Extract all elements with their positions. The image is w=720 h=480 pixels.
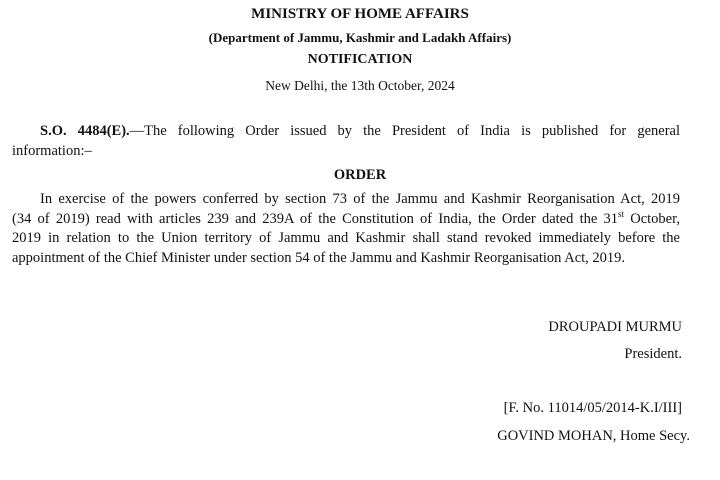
signatory-name: DROUPADI MURMU: [548, 319, 682, 335]
department-subtitle: (Department of Jammu, Kashmir and Ladakh Affairs): [208, 30, 512, 45]
home-secretary: GOVIND MOHAN, Home Secy.: [497, 428, 690, 444]
order-heading: ORDER: [333, 167, 387, 183]
order-line-2-end: October,: [624, 210, 680, 227]
order-line-4: appointment of the Chief Minister under section 54 of the Jammu and Kashmir Reorganisation Act, 2019.: [12, 249, 626, 266]
so-paragraph-line-2: information:–: [12, 142, 92, 159]
file-number: [F. No. 11014/05/2014-K.I/III]: [503, 400, 682, 416]
order-line-1-text: In exercise of the powers conferred by section 73 of the Jammu and Kashmir Reorganisation Act, 2019: [40, 191, 680, 207]
order-line-3: 2019 in relation to the Union territory of Jammu and Kashmir shall stand revoked immediately before the: [12, 230, 680, 246]
order-paragraph: [12, 190, 680, 268]
ministry-title: MINISTRY OF HOME AFFAIRS: [251, 6, 469, 22]
order-line-2-text: (34 of 2019) read with articles 239 and 239A of the Constitution of India, the Order dated the 31: [12, 210, 619, 227]
order-line-1: [12, 190, 680, 210]
notification-heading: NOTIFICATION: [307, 52, 413, 67]
dateline: New Delhi, the 13th October, 2024: [265, 78, 455, 93]
so-number: S.O. 4484(E).: [40, 123, 130, 139]
ordinal-suffix: st: [618, 208, 625, 219]
so-paragraph: [12, 122, 680, 161]
order-line-2: [12, 210, 680, 230]
signatory-title: President.: [624, 346, 682, 362]
so-paragraph-line-1: [12, 122, 680, 142]
so-paragraph-text: —The following Order issued by the President of India is published for general: [129, 123, 680, 139]
